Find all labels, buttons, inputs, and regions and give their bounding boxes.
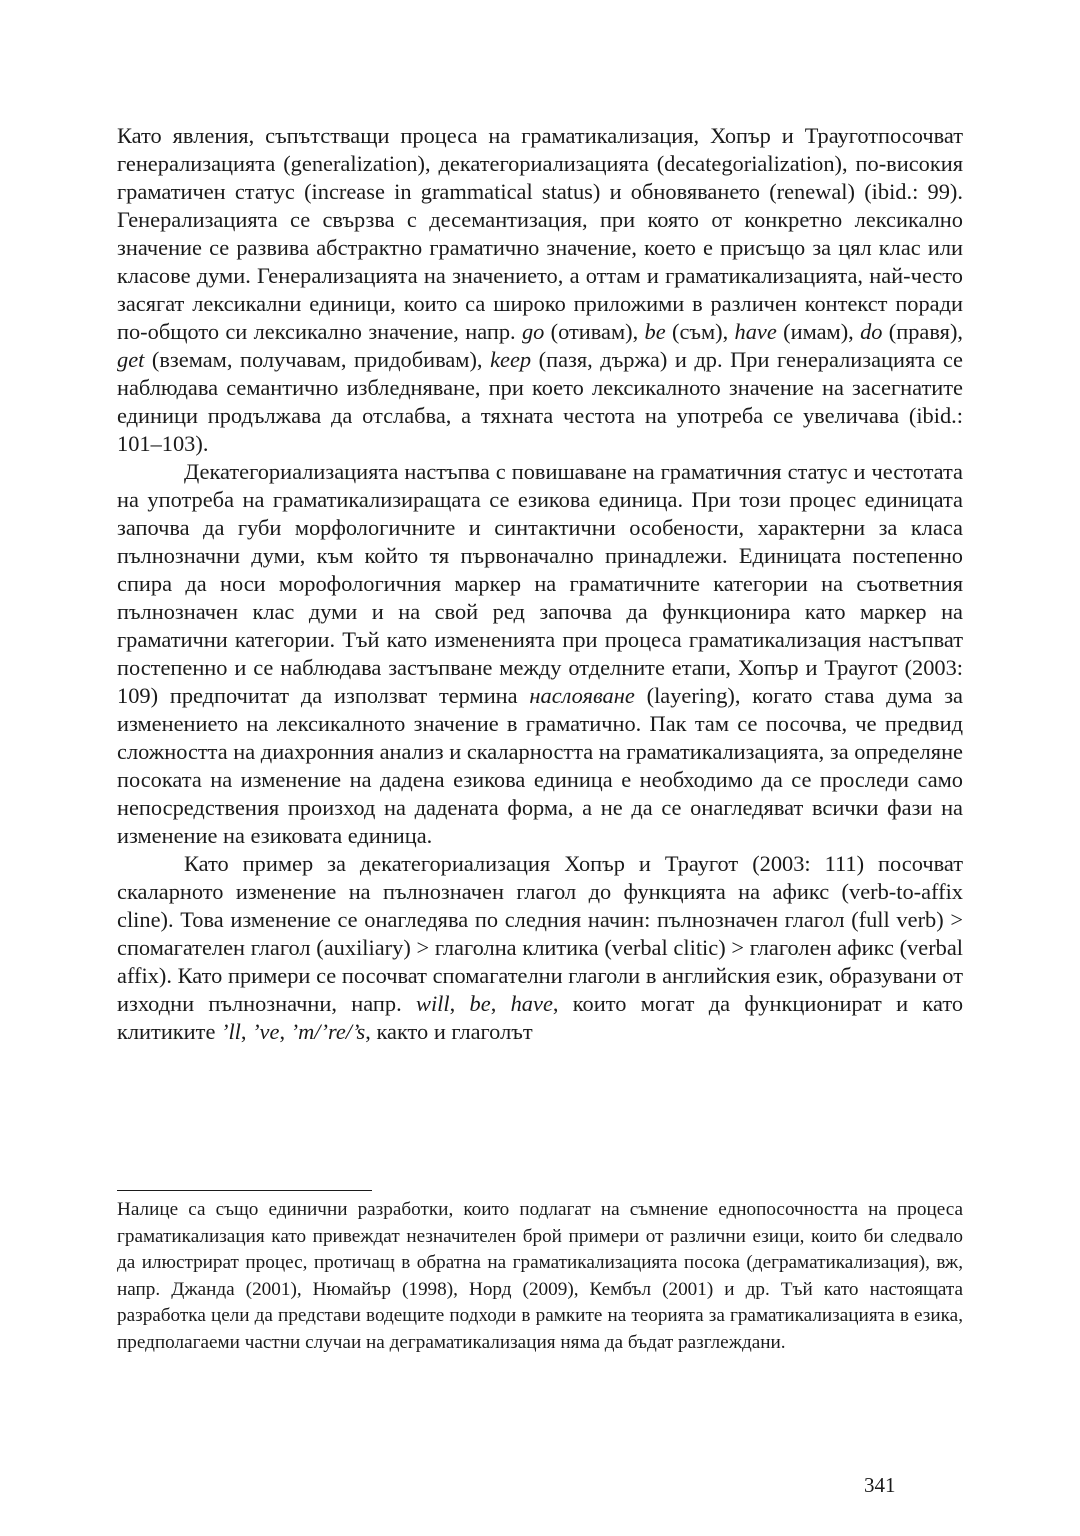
example-word: have — [510, 991, 553, 1016]
text-segment: (правя), — [882, 319, 963, 344]
paragraph-2 — [117, 458, 963, 850]
footnote-divider — [117, 1190, 372, 1191]
text-segment: , — [490, 991, 511, 1016]
page-number: 341 — [864, 1473, 896, 1497]
text-segment: (пазя, държа) и др. При генерализацията се наблюдава семантично избледняване, при което лексикалното значение на засегнатите единици продължава да отслабва, а тяхната честота на употреба се увеличава (ibid.: 101–103). — [117, 347, 963, 456]
text-segment: Като пример за декатегориализация Хопър и Траугот (2003: 111) посочват скаларното изменение на пълнозначен глагол до функцията на афикс (verb-to-affix cline). Това изменение се онагледява по следния начин: пълнозначен глагол (full verb) > спомагателен глагол (auxiliary) > глаголна клитика (verbal clitic) > глаголен афикс (verbal affix). Като примери се посочват спомагателни глаголи в английския език, образувани от изходни пълнозначни, напр. — [117, 851, 963, 1016]
text-segment: (съм), — [665, 319, 735, 344]
clitic-example: ’ll — [220, 1019, 241, 1044]
text-segment: , — [240, 1019, 253, 1044]
example-word: be — [644, 319, 666, 344]
text-segment: Като явления, съпътстващи процеса на граматикализация, Хопър и Трауготпосочват генерализацията (generalization), декатегориализацията (decategorialization), по-високия граматичен статус (increase in grammatical status) и обновяването (renewal) (ibid.: 99). Генерализацията се свързва с десемантизация, при която от конкретно лексикално значение се развива абстрактно граматично значение, което е присъщо за цял клас или класове думи. Генерализацията на значението, а оттам и граматикализацията, най-често засягат лексикални единици, които са широко приложими в различен контекст поради по-общото си лексикално значение, напр. — [117, 123, 963, 344]
main-text — [117, 122, 963, 1046]
example-word: have — [734, 319, 777, 344]
text-segment: (отивам), — [544, 319, 645, 344]
example-word: go — [521, 319, 545, 344]
text-segment: (имам), — [776, 319, 861, 344]
footnote: Налице са също единични разработки, които подлагат на съмнение еднопосочността на процеса граматикализация като привеждат незначителен брой примери от различни езици, които би следвало да илюстрират процес, протичащ в обратна на граматикализацията посока (деграматикализация), вж, напр. Джанда (2001), Нюмайър (1998), Норд (2009), Кембъл (2001) и др. Тъй като настоящата разработка цели да представи водещите подходи в рамките на теорията за граматикализацията в езика, предполагаеми частни случаи на деграматикализация няма да бъдат разглеждани. — [117, 1199, 963, 1353]
text-segment: , както и глаголът — [365, 1019, 533, 1044]
paragraph-1 — [117, 122, 963, 458]
paragraph-3 — [117, 850, 963, 1046]
example-word: will — [416, 991, 450, 1016]
text-segment: , — [279, 1019, 291, 1044]
clitic-example: ’ve — [252, 1019, 280, 1044]
example-word: get — [117, 347, 145, 372]
example-word: do — [860, 319, 883, 344]
text-segment: (layering), когато става дума за изменението на лексикалното значение в граматично. Пак там се посочва, че предвид сложността на диахронния анализ и скаларността на граматикализацията, за определяне посоката на изменение на дадена езикова единица е необходимо да се проследи само непосредствения произход на дадената форма, а не да се онагледяват всички фази на изменение на езиковата единица. — [117, 683, 963, 848]
example-word: be — [469, 991, 491, 1016]
text-segment: Декатегориализацията настъпва с повишаване на граматичния статус и честотата на употреба на граматикализиращата се езикова единица. При този процес единицата започва да губи морфологичните и синтактични особености, характерни за класа пълнозначни думи, към който тя първоначално принадлежи. Единицата постепенно спира да носи морофологичния маркер на граматичните категории на съответния пълнозначен клас думи и на свой ред започва да функционира като маркер на граматични категории. Тъй като измененията при процеса граматикализация настъпват постепенно и се наблюдава застъпване между отделните етапи, Хопър и Траугот (2003: 109) предпочитат да използват термина — [117, 459, 963, 708]
text-segment: (вземам, получавам, придобивам), — [144, 347, 491, 372]
text-segment: , които могат да функционират и като клитиките — [117, 991, 964, 1044]
term-layering: наслояване — [529, 683, 635, 708]
document-page — [117, 0, 963, 1536]
example-word: keep — [490, 347, 532, 372]
text-segment: , — [449, 991, 470, 1016]
clitic-example: ’m/’re/’s — [290, 1019, 366, 1044]
